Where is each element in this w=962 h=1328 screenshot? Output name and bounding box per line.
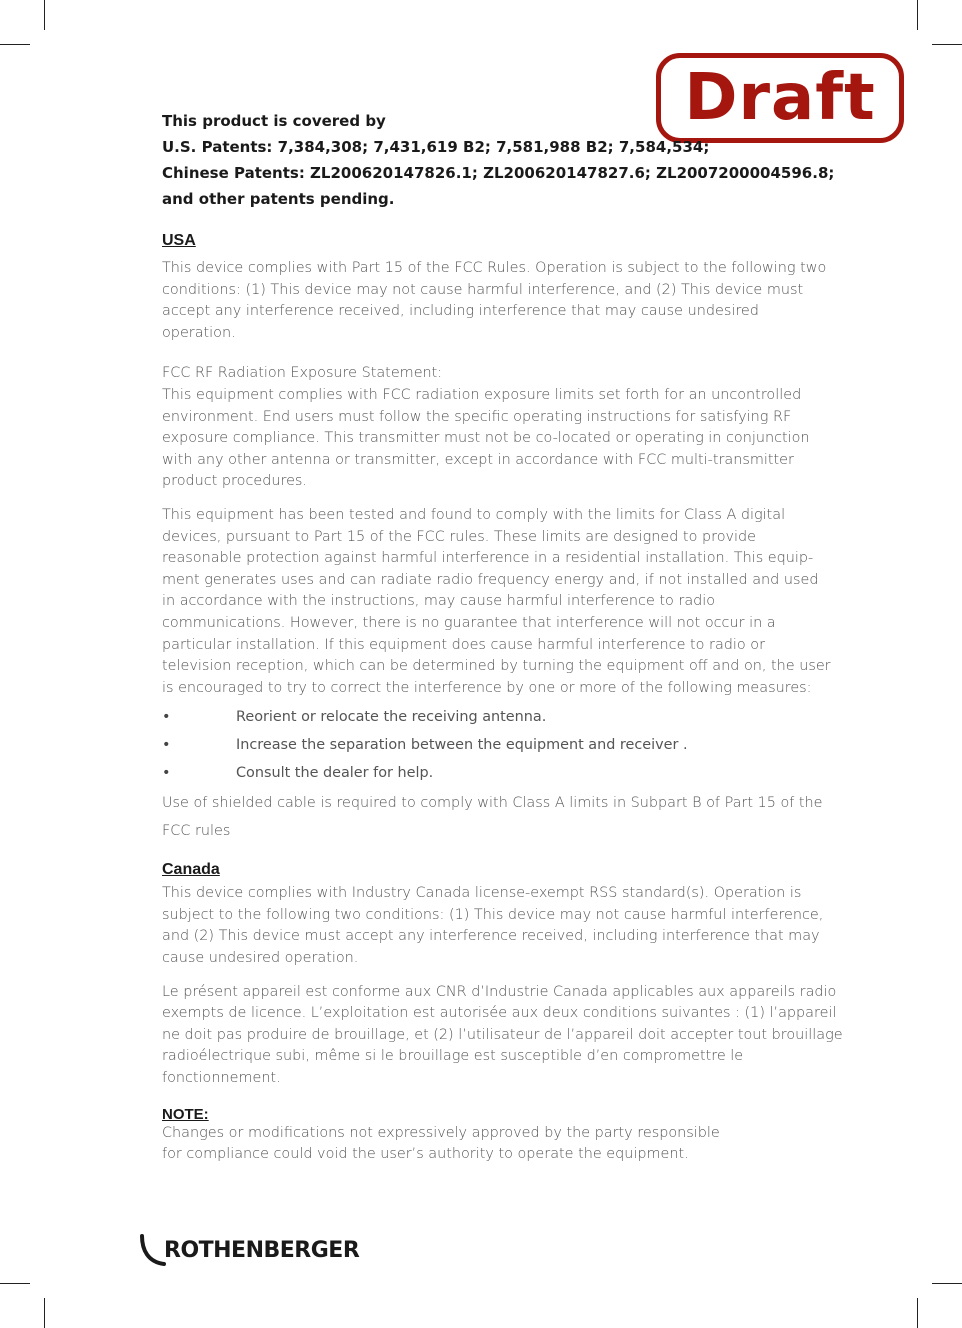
logo-wordmark: ROTHENBERGER (164, 1237, 360, 1263)
class-a-paragraph: This equipment has been tested and found to comply with the limits for Class A digital devices, pursuant to Part 15 of the FCC rules. These limits are designed to provide reasonable protection against harmful interference in a residential installation. This equip-ment generates uses and can radiate radio frequency energy and, if not installed and used in accordance with the instructions, may cause harmful interference to radio communications. However, there is no guarantee that interference will not occur in a particular installation. If this equipment does cause harmful interference to radio or television reception, which can be determined by turning the equipment off and on, the user is encouraged to try to correct the interference by one or more of the following measures: (162, 506, 831, 696)
bullet-marker: • (162, 737, 171, 754)
canada-heading: Canada (162, 861, 220, 879)
patent-line-2: U.S. Patents: 7,384,308; 7,431,619 B2; 7,581,988 B2; 7,584,534; (162, 138, 710, 156)
patent-line-3: Chinese Patents: ZL200620147826.1; ZL200620147827.6; ZL2007200004596.8; (162, 164, 835, 182)
usa-fcc-part15-paragraph: This device complies with Part 15 of the FCC Rules. Operation is subject to the following two conditions: (1) This device may not cause harmful interference, and (2) This device must accept any interference received, including interference that may cause undesired operation. (162, 260, 827, 341)
canada-french-paragraph: Le présent appareil est conforme aux CNR d’Industrie Canada applicables aux appareils radio exempts de licence. L’exploitation est autorisée aux deux conditions suivantes : (1) l’appareil ne doit pas produire de brouillage, et (2) l’utilisateur de l’appareil doit accepter tout brouillage radioélectrique subi, même si le brouillage est susceptible d’en compromettre le fonctionnement. (162, 983, 843, 1087)
document-body (162, 108, 862, 1166)
list-item-text: Increase the separation between the equipment and receiver . (236, 737, 688, 754)
crop-mark-bottom-left-h (0, 1283, 30, 1284)
list-item (162, 703, 862, 731)
bullet-marker: • (162, 765, 171, 782)
list-item (162, 759, 862, 787)
fcc-rf-exposure-paragraph: This equipment complies with FCC radiation exposure limits set forth for an uncontrolled environment. End users must follow the specific operating instructions for satisfying RF exposure compliance. This transmitter must not be co-located or operating in conjunction with any other antenna or transmitter, except in accordance with FCC multi-transmitter product procedures. (162, 386, 810, 490)
list-item-text: Reorient or relocate the receiving antenna. (236, 709, 547, 726)
crop-mark-top-left-h (0, 44, 30, 45)
logo-swoosh-icon (138, 1232, 166, 1268)
list-item-text: Consult the dealer for help. (236, 765, 434, 782)
crop-mark-top-left-v (44, 0, 45, 30)
shielded-cable-paragraph: Use of shielded cable is required to comply with Class A limits in Subpart B of Part 15 of the FCC rules (162, 795, 823, 840)
rothenberger-logo (138, 1232, 359, 1268)
fcc-rf-exposure-title: FCC RF Radiation Exposure Statement: (162, 365, 443, 382)
crop-mark-bottom-right-v (917, 1298, 918, 1328)
patent-line-4: and other patents pending. (162, 190, 395, 208)
crop-mark-top-right-h (932, 44, 962, 45)
bullet-marker: • (162, 709, 171, 726)
crop-mark-bottom-right-h (932, 1283, 962, 1284)
list-item (162, 731, 862, 759)
usa-heading: USA (162, 232, 196, 249)
crop-mark-top-right-v (917, 0, 918, 30)
patent-notice (162, 108, 862, 212)
measures-list (162, 703, 862, 787)
patent-line-1: This product is covered by (162, 112, 386, 130)
draft-stamp-label: Draft (684, 61, 876, 135)
note-heading: NOTE: (162, 1105, 209, 1123)
crop-mark-bottom-left-v (44, 1298, 45, 1328)
note-paragraph: Changes or modifications not expressively approved by the party responsible for compliance could void the user’s authority to operate the equipment. (162, 1124, 720, 1163)
canada-english-paragraph: This device complies with Industry Canada license-exempt RSS standard(s). Operation is subject to the following two conditions: (1) This device may not cause harmful interference, and (2) This device must accept any interference received, including interference that may cause undesired operation. (162, 885, 824, 967)
